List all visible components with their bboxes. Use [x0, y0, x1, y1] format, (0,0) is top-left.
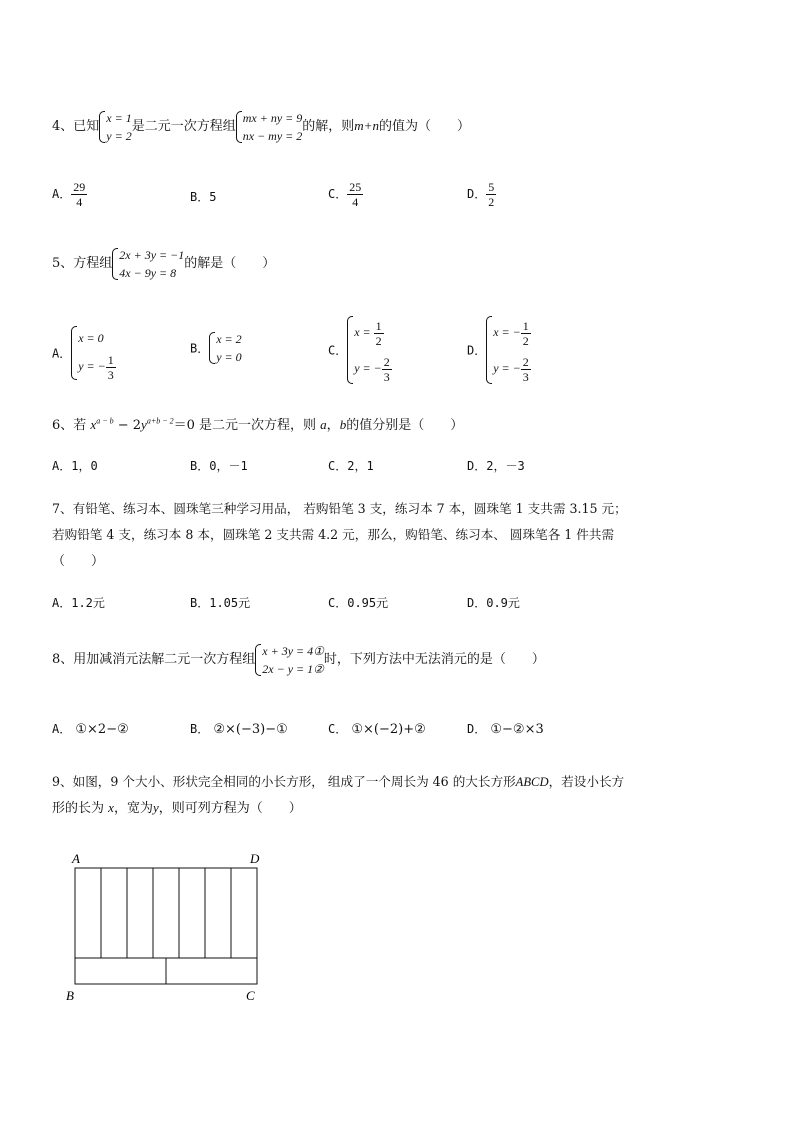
label-b: B — [66, 988, 74, 1003]
q5-equation-system: 2x + 3y = −1 4x − 9y = 8 — [112, 246, 184, 282]
q4-text-3: 的解，则 — [302, 119, 355, 134]
q8-option-b: B． ②×(−3)−① — [190, 722, 288, 737]
q5-option-a: A． x = 0 y = − $\frac{1}{3}$ — [52, 324, 116, 382]
q7-line-2: 若购铅笔 4 支，练习本 8 本，圆珠笔 2 支共需 4.2 元，那么，购铅笔、练习本、 圆珠笔各 1 件共需 — [52, 527, 615, 542]
q8-equation-system: x + 3y = 4① 2x − y = 1② — [255, 642, 324, 678]
question-5: 5、方程组 2x + 3y = −1 4x − 9y = 8 的解是（ ） — [52, 247, 276, 280]
label-c: C — [246, 988, 255, 1003]
fraction: $\frac{25}{4}$ — [349, 180, 362, 209]
q8-option-d: D． ①−②×3 — [467, 722, 544, 737]
q4-solution-row: y = 2 — [106, 128, 132, 143]
q7-option-c: C．0.95元 — [328, 596, 389, 610]
fraction: $\frac{5}{2}$ — [488, 180, 495, 209]
fraction: $\frac{29}{4}$ — [73, 180, 86, 209]
q4-option-d: D． $\frac{5}{2}$ — [467, 180, 495, 209]
q5-option-c: C． x = $\frac{1}{2}$ y = − $\frac{2}{3}$ — [328, 314, 392, 386]
q4-equation-row: mx + ny = 9 — [242, 110, 303, 125]
q4-option-c: C． $\frac{25}{4}$ — [328, 180, 362, 209]
question-8: 8、用加减消元法解二元一次方程组 x + 3y = 4① 2x − y = 1② 时，下列方法中无法消元的是（ ） — [52, 643, 545, 676]
q7-line-1: 7、有铅笔、练习本、圆珠笔三种学习用品， 若购铅笔 3 支，练习本 7 本，圆珠笔 1 支共需 3.15 元； — [52, 501, 627, 516]
q9-line-2: 形的长为 x，宽为y，则可列方程为（ ） — [52, 800, 302, 816]
q5-option-b: B． x = 2 y = 0 — [190, 332, 242, 364]
q7-option-a: A．1.2元 — [52, 596, 105, 610]
q4-solution-row: x = 1 — [106, 110, 132, 125]
q6-option-b: B．0，－1 — [190, 459, 248, 473]
q4-expression: m+n — [354, 118, 379, 133]
q4-option-b: B．5 — [190, 190, 217, 204]
q6-option-d: D．2，－3 — [467, 459, 525, 473]
q7-line-3: （ ） — [52, 554, 105, 569]
question-6: 6、若 $x^{a - b} - 2y^{a+b - 2}=0$ 是二元一次方程，则 a，b的值分别是（ ） — [52, 416, 464, 433]
q4-number: 4、 — [52, 119, 74, 134]
q4-equation-system — [236, 109, 303, 145]
rectangle-figure — [60, 848, 270, 1008]
q4-equation-row: nx − my = 2 — [242, 128, 303, 143]
q8-option-a: A． ①×2−② — [52, 722, 129, 737]
q7-option-d: D．0.9元 — [467, 596, 520, 610]
q6-option-c: C．2，1 — [328, 459, 374, 473]
q4-option-a: A． $\frac{29}{4}$ — [52, 180, 86, 209]
q6-option-a: A．1，0 — [52, 459, 98, 473]
question-4 — [52, 106, 470, 147]
q4-solution-system — [99, 109, 131, 145]
q5-option-d: D． x = − $\frac{1}{2}$ y = − $\frac{2}{3}$ — [467, 314, 531, 386]
q8-option-c: C． ①×(−2)+② — [328, 722, 426, 737]
label-a: A — [72, 851, 80, 866]
q4-text-2: 是二元一次方程组 — [131, 119, 236, 134]
label-d: D — [250, 851, 260, 866]
q4-text-1: 已知 — [73, 119, 100, 134]
q9-line-1: 9、如图，9 个大小、形状完全相同的小长方形， 组成了一个周长为 46 的大长方形ABCD，若设小长方 — [52, 774, 625, 789]
q4-text-4: 的值为（ ） — [378, 119, 470, 134]
q7-option-b: B．1.05元 — [190, 596, 251, 610]
